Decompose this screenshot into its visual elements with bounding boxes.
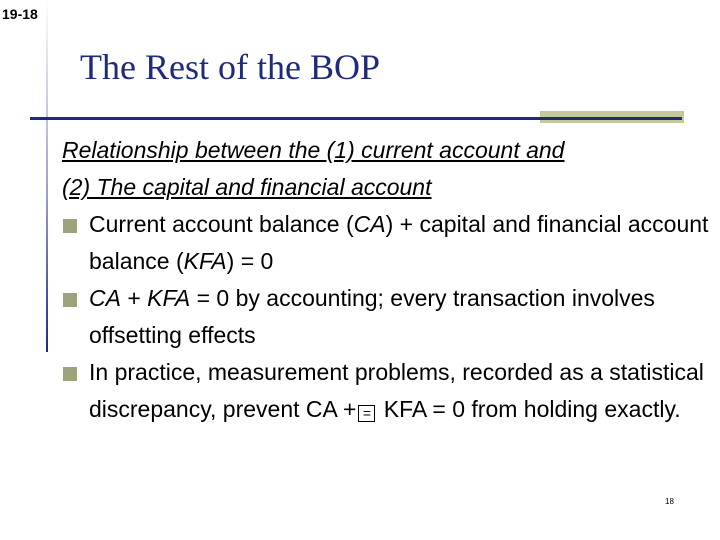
bullet-text: + <box>120 285 148 311</box>
slide-title: The Rest of the BOP <box>80 47 380 87</box>
title-rule <box>30 117 682 120</box>
bullet-text: Current account balance ( <box>89 211 354 237</box>
page-number: 18 <box>665 497 674 506</box>
bullet-text: In practice, measurement problems, recorded as a statistical discrepancy, prevent CA + <box>89 359 704 422</box>
intro-line-2: (2) The capital and financial account <box>62 174 432 200</box>
bullet-text: ) = 0 <box>226 248 274 274</box>
boxed-equals-glyph: = <box>358 405 375 422</box>
bullet-item <box>62 354 712 428</box>
bullet-square-icon <box>63 367 77 381</box>
bullet-text: ) + capital and financial account balance ( <box>89 211 709 274</box>
bullet-term: KFA <box>147 285 191 311</box>
bullet-item <box>62 280 712 354</box>
slide-body <box>62 132 712 428</box>
bullet-term: CA <box>353 211 386 237</box>
bullet-square-icon <box>63 293 77 307</box>
slide-id: 19-18 <box>2 6 38 22</box>
bullet-text: = 0 by accounting; every transaction involves offsetting effects <box>89 285 655 348</box>
bullet-square-icon <box>63 219 77 233</box>
bullet-term: CA <box>89 285 121 311</box>
intro-line-1: Relationship between the (1) current account and <box>62 137 565 163</box>
bullet-item <box>62 206 712 280</box>
bullet-list <box>62 206 712 428</box>
left-accent-bar <box>0 0 48 352</box>
bullet-text: KFA = 0 from holding exactly. <box>377 396 681 422</box>
bullet-term: KFA <box>183 248 227 274</box>
